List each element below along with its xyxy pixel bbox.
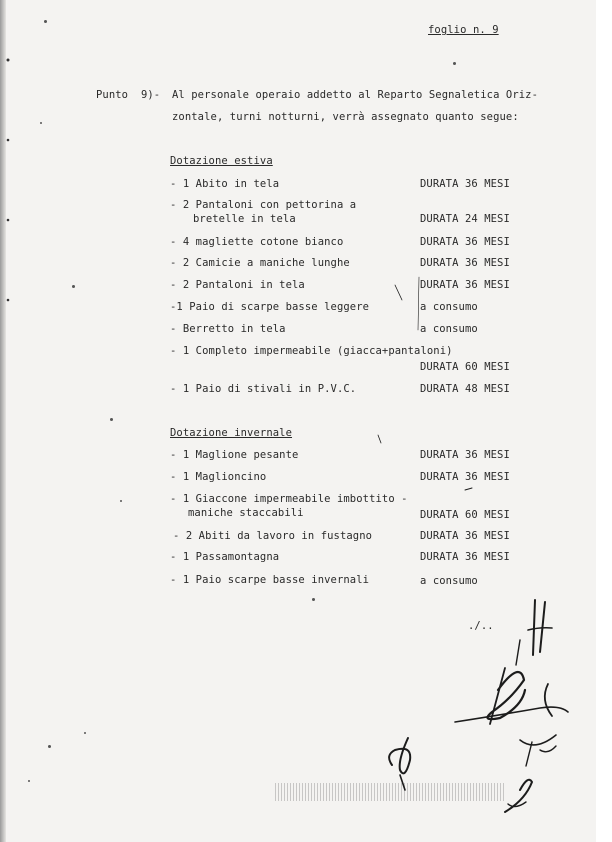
scan-speck — [28, 780, 30, 782]
scan-speck — [120, 500, 122, 502]
scan-speck — [84, 732, 86, 734]
item-duration: DURATA 36 MESI — [420, 279, 510, 291]
scan-noise-band — [275, 783, 505, 801]
intro-line-2: zontale, turni notturni, verrà assegnato quanto segue: — [172, 111, 519, 123]
item-duration: a consumo — [420, 575, 478, 587]
list-item: - 1 Completo impermeabile (giacca+pantaloni) — [170, 345, 453, 357]
list-item: - 2 Pantaloni in tela — [170, 279, 305, 291]
winter-heading: Dotazione invernale — [170, 427, 293, 439]
list-item: -1 Paio di scarpe basse leggere — [170, 301, 370, 313]
scan-speck — [44, 20, 47, 23]
list-item-continuation: maniche staccabili — [188, 507, 304, 519]
item-duration: DURATA 60 MESI — [420, 509, 510, 521]
intro-line-1: Al personale operaio addetto al Reparto Segnaletica Oriz- — [172, 89, 539, 101]
list-item: - 2 Abiti da lavoro in fustagno — [173, 530, 373, 542]
scan-speck — [110, 418, 113, 421]
scan-speck — [453, 62, 456, 65]
list-item: - 2 Camicie a maniche lunghe — [170, 257, 350, 269]
list-item: - 1 Passamontagna — [170, 551, 280, 563]
item-duration: DURATA 36 MESI — [420, 178, 510, 190]
list-item: - 1 Paio scarpe basse invernali — [170, 574, 370, 586]
item-duration: a consumo — [420, 301, 478, 313]
sheet-number: foglio n. 9 — [428, 24, 499, 36]
summer-heading: Dotazione estiva — [170, 155, 273, 167]
list-item-continuation: bretelle in tela — [193, 213, 296, 225]
scan-speck — [72, 285, 75, 288]
continuation-mark: ./.. — [468, 620, 494, 632]
scan-speck — [48, 745, 51, 748]
list-item: - 1 Abito in tela — [170, 178, 280, 190]
item-duration: a consumo — [420, 323, 478, 335]
item-duration: DURATA 36 MESI — [420, 236, 510, 248]
item-duration: DURATA 36 MESI — [420, 551, 510, 563]
scan-speck — [312, 598, 315, 601]
list-item: - 4 magliette cotone bianco — [170, 236, 344, 248]
item-duration: DURATA 60 MESI — [420, 361, 510, 373]
item-duration: DURATA 36 MESI — [420, 530, 510, 542]
list-item: - 1 Paio di stivali in P.V.C. — [170, 383, 357, 395]
scan-speck — [40, 122, 42, 124]
item-duration: DURATA 36 MESI — [420, 257, 510, 269]
point-label: Punto 9)- — [96, 89, 161, 101]
list-item: - 1 Giaccone impermeabile imbottito - — [170, 493, 408, 505]
list-item: - 1 Maglioncino — [170, 471, 267, 483]
list-item: - 1 Maglione pesante — [170, 449, 299, 461]
item-duration: DURATA 48 MESI — [420, 383, 510, 395]
list-item: - 2 Pantaloni con pettorina a — [170, 199, 357, 211]
item-duration: DURATA 24 MESI — [420, 213, 510, 225]
item-duration: DURATA 36 MESI — [420, 449, 510, 461]
item-duration: DURATA 36 MESI — [420, 471, 510, 483]
list-item: - Berretto in tela — [170, 323, 286, 335]
